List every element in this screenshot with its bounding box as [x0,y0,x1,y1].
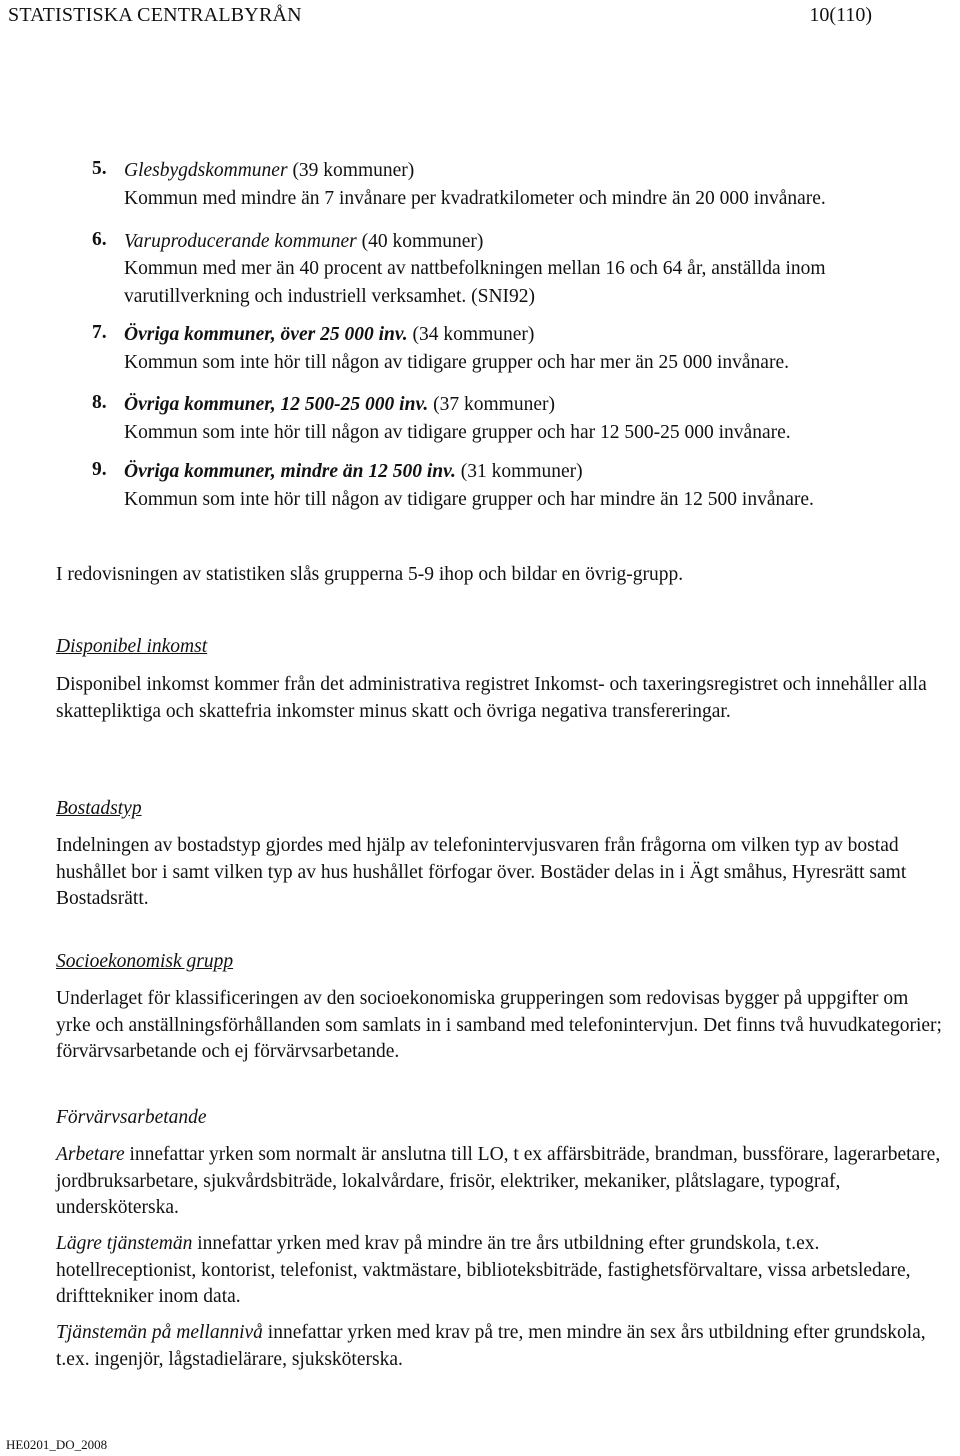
list-item-title: Övriga kommuner, 12 500-25 000 inv. [124,394,429,415]
list-item-number: 7. [92,322,107,343]
list-item-title: Övriga kommuner, mindre än 12 500 inv. [124,461,456,482]
list-item-number: 6. [92,229,107,250]
list-item-desc: varutillverkning och industriell verksamhet. (SNI92) [124,286,536,307]
footer-code: HE0201_DO_2008 [6,1437,108,1452]
list-item-title: Övriga kommuner, över 25 000 inv. [124,324,408,345]
list-item-title: Glesbygdskommuner [124,160,288,181]
list-item-count: (40 kommuner) [356,231,484,252]
definition-term: Tjänstemän på mellannivå [56,1322,263,1343]
list-item-count: (31 kommuner) [455,461,583,482]
list-item-count: (34 kommuner) [407,324,535,345]
header-org: STATISTISKA CENTRALBYRÅN [8,4,302,26]
list-item-desc: Kommun med mer än 40 procent av nattbefolkningen mellan 16 och 64 år, anställda inom [124,258,826,279]
list-item-title-line [124,229,483,255]
definition-text: innefattar yrken med krav på mindre än tre års utbildning efter grundskola, t.ex. hotellreceptionist, kontorist, telefonist, vaktmästare, biblioteksbiträde, fastighetsförvaltare, vissa arbetsledare, drifttekniker inom data. [56,1233,911,1307]
list-item-desc: Kommun som inte hör till någon av tidigare grupper och har 12 500-25 000 invånare. [124,422,791,443]
definition-mellanniva [56,1320,946,1373]
section-text-bostadstyp: Indelningen av bostadstyp gjordes med hjälp av telefonintervjusvaren från frågorna om vilken typ av bostad hushållet bor i samt vilken typ av hus hushållet förfogar över. Bostäder delas in i Ägt småhus, Hyresrätt samt Bostadsrätt. [56,835,907,909]
definition-text: innefattar yrken som normalt är anslutna till LO, t ex affärsbiträde, brandman, bussförare, lagerarbetare, jordbruksarbetare, sjukvårdsbiträde, lokalvårdare, frisör, elektriker, mekaniker, plåtslagare, typograf, undersköterska. [56,1144,941,1218]
list-item-number: 9. [92,459,107,480]
list-item-desc: Kommun som inte hör till någon av tidigare grupper och har mer än 25 000 invånare. [124,352,789,373]
section-heading-socio: Socioekonomisk grupp [56,951,234,972]
list-item-count: (37 kommuner) [428,394,555,415]
list-item-title-line [124,158,414,184]
summary-text: I redovisningen av statistiken slås grupperna 5-9 ihop och bildar en övrig-grupp. [56,564,684,585]
list-item-count: (39 kommuner) [287,160,415,181]
list-item-title-line [124,459,583,485]
section-heading-bostadstyp: Bostadstyp [56,798,142,819]
definition-term: Arbetare [56,1144,125,1165]
list-item-desc: Kommun med mindre än 7 invånare per kvadratkilometer och mindre än 20 000 invånare. [124,188,826,209]
section-heading-disponibel: Disponibel inkomst [56,636,208,657]
section-text-disponibel: Disponibel inkomst kommer från det administrativa registret Inkomst- och taxeringsregistret och innehåller alla skattepliktiga och skattefria inkomster minus skatt och övriga negativa transfereringar. [56,674,927,722]
section-heading-forvarv: Förvärvsarbetande [56,1107,207,1128]
list-item-desc: Kommun som inte hör till någon av tidigare grupper och har mindre än 12 500 invånare. [124,489,814,510]
section-text-socio: Underlaget för klassificeringen av den socioekonomiska grupperingen som redovisas bygger på uppgifter om yrke och anställningsförhållanden som samlats in i samband med telefonintervjun. Det finns två huvudkategorier; förvärvsarbetande och ej förvärvsarbetande. [56,988,942,1062]
definition-lagre-tjansteman [56,1231,946,1311]
list-item-title-line [124,392,555,418]
list-item-number: 5. [92,158,107,179]
definition-term: Lägre tjänstemän [56,1233,193,1254]
definition-arbetare [56,1142,946,1222]
list-item-number: 8. [92,392,107,413]
definition-text: innefattar yrken med krav på tre, men mindre än sex års utbildning efter grundskola, t.ex. ingenjör, lågstadielärare, sjuksköterska. [56,1322,926,1370]
list-item-title: Varuproducerande kommuner [124,231,357,252]
list-item-title-line [124,322,534,348]
page-number: 10(110) [809,4,872,26]
